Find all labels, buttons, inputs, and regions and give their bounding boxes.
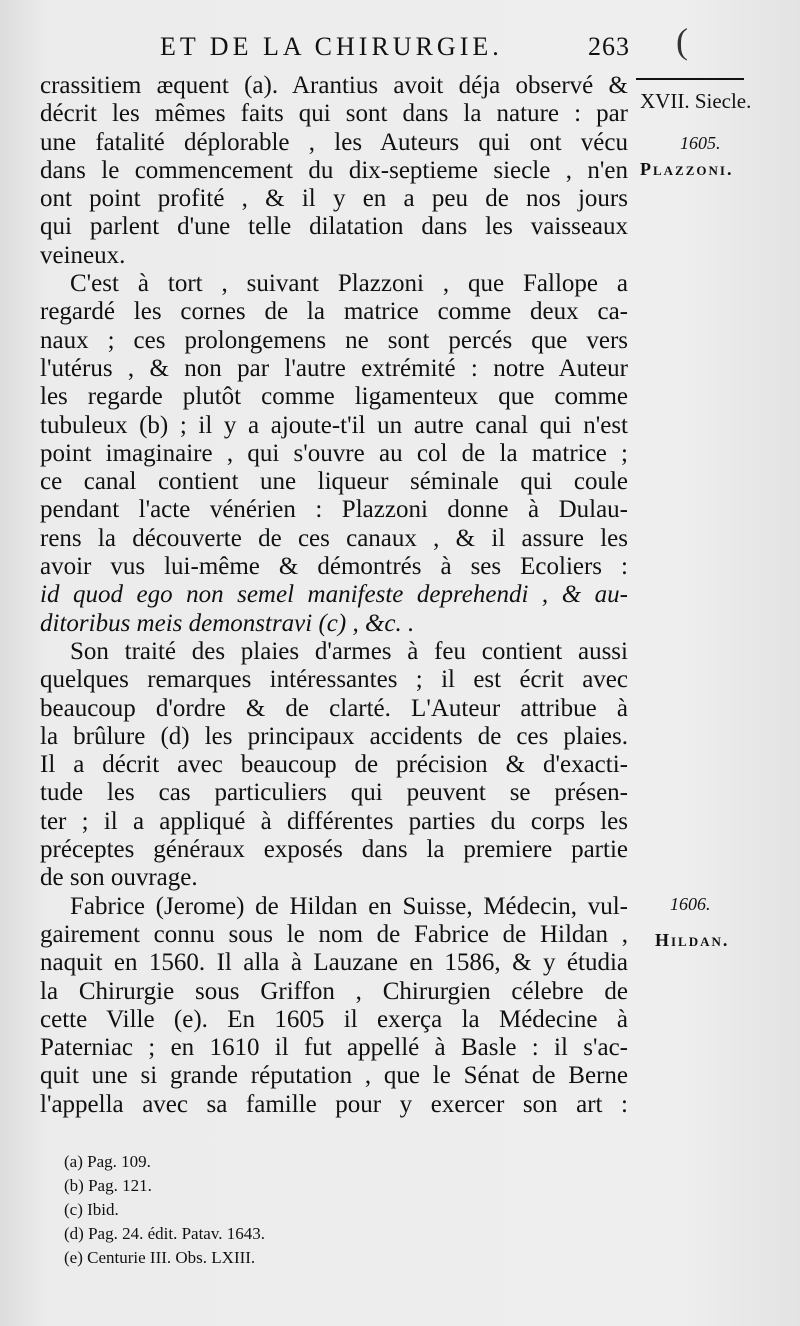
text-line: rens la découverte de ces canaux , & il assure les	[40, 524, 628, 552]
text-line: Son traité des plaies d'armes à feu contient aussi	[70, 637, 628, 665]
margin-year-1606: 1606.	[670, 894, 711, 914]
text-line: quit une si grande réputation , que le Sénat de Berne	[40, 1062, 628, 1090]
text-line: gairement connu sous le nom de Fabrice de Hildan ,	[40, 920, 628, 948]
text-line: point imaginaire , qui s'ouvre au col de la matrice ;	[40, 439, 628, 467]
text-line: Fabrice (Jerome) de Hildan en Suisse, Médecin, vul-	[70, 892, 628, 920]
text-line: l'appella avec sa famille pour y exercer son art :	[40, 1090, 628, 1118]
text-line: naquit en 1560. Il alla à Lauzane en 1586, & y étudia	[40, 949, 628, 977]
footnote: (a) Pag. 109.	[64, 1152, 151, 1171]
text-line: préceptes généraux exposés dans la premiere partie	[40, 836, 628, 864]
text-line: la Chirurgie sous Griffon , Chirurgien célebre de	[40, 977, 628, 1005]
text-line: beaucoup d'ordre & de clarté. L'Auteur attribue à	[40, 694, 628, 722]
page-edge-mark: (	[676, 21, 688, 61]
text-line: Il a décrit avec beaucoup de précision & d'exacti-	[40, 751, 628, 779]
text-line: dans le commencement du dix-septieme siecle , n'en	[40, 156, 628, 184]
text-line: ce canal contient une liqueur séminale qui coule	[40, 468, 628, 496]
footnote: (d) Pag. 24. édit. Patav. 1643.	[64, 1224, 265, 1243]
text-line: les regarde plutôt comme ligamenteux que comme	[40, 383, 628, 411]
text-line: C'est à tort , suivant Plazzoni , que Fallope a	[70, 270, 628, 298]
body-text	[40, 72, 628, 1119]
text-line: une fatalité déplorable , les Auteurs qui ont vécu	[40, 128, 628, 156]
footnotes	[64, 1150, 464, 1270]
text-line: crassitiem æquent (a). Arantius avoit déja observé &	[40, 72, 628, 99]
text-line: veineux.	[40, 241, 126, 269]
text-line: pendant l'acte vénérien : Plazzoni donne à Dulau-	[40, 496, 628, 524]
footnote: (c) Ibid.	[64, 1200, 119, 1219]
margin-name-plazzoni: Plazzoni.	[640, 159, 734, 179]
text-line: ter ; il a appliqué à différentes parties du corps les	[40, 807, 628, 835]
text-line: tude les cas particuliers qui peuvent se présen-	[40, 779, 628, 807]
text-line: cette Ville (e). En 1605 il exerça la Médecine à	[40, 1005, 628, 1033]
running-title: ET DE LA CHIRURGIE.	[160, 32, 503, 61]
margin-rule	[636, 78, 744, 80]
text-line: ditoribus meis demonstravi (c) , &c. .	[40, 609, 415, 637]
text-line: l'utérus , & non par l'autre extrémité : notre Auteur	[40, 354, 628, 382]
text-line: regardé les cornes de la matrice comme deux ca-	[40, 298, 628, 326]
text-line: quelques remarques intéressantes ; il est écrit avec	[40, 666, 628, 694]
text-line: la brûlure (d) les principaux accidents de ces plaies.	[40, 722, 628, 750]
text-line: Paterniac ; en 1610 il fut appellé à Basle : il s'ac-	[40, 1034, 628, 1062]
text-line: de son ouvrage.	[40, 864, 198, 892]
margin-name-hildan: Hildan.	[655, 930, 730, 950]
margin-year-1605: 1605.	[680, 133, 721, 153]
text-line: décrit les mêmes faits qui sont dans la nature : par	[40, 100, 628, 128]
text-line: qui parlent d'une telle dilatation dans les vaisseaux	[40, 213, 628, 241]
running-header	[160, 32, 630, 72]
footnote: (b) Pag. 121.	[64, 1176, 152, 1195]
text-line: naux ; ces prolongemens ne sont percés que vers	[40, 326, 628, 354]
text-line: avoir vus lui-même & démontrés à ses Ecoliers :	[40, 553, 628, 581]
page-number: 263	[588, 32, 630, 61]
text-line: tubuleux (b) ; il y a ajoute-t'il un autre canal qui n'est	[40, 411, 628, 439]
footnote: (e) Centurie III. Obs. LXIII.	[64, 1248, 256, 1267]
text-line: id quod ego non semel manifeste deprehendi , & au-	[40, 581, 628, 609]
margin-century: XVII. Siecle.	[640, 89, 752, 113]
text-line: ont point profité , & il y en a peu de nos jours	[40, 185, 628, 213]
